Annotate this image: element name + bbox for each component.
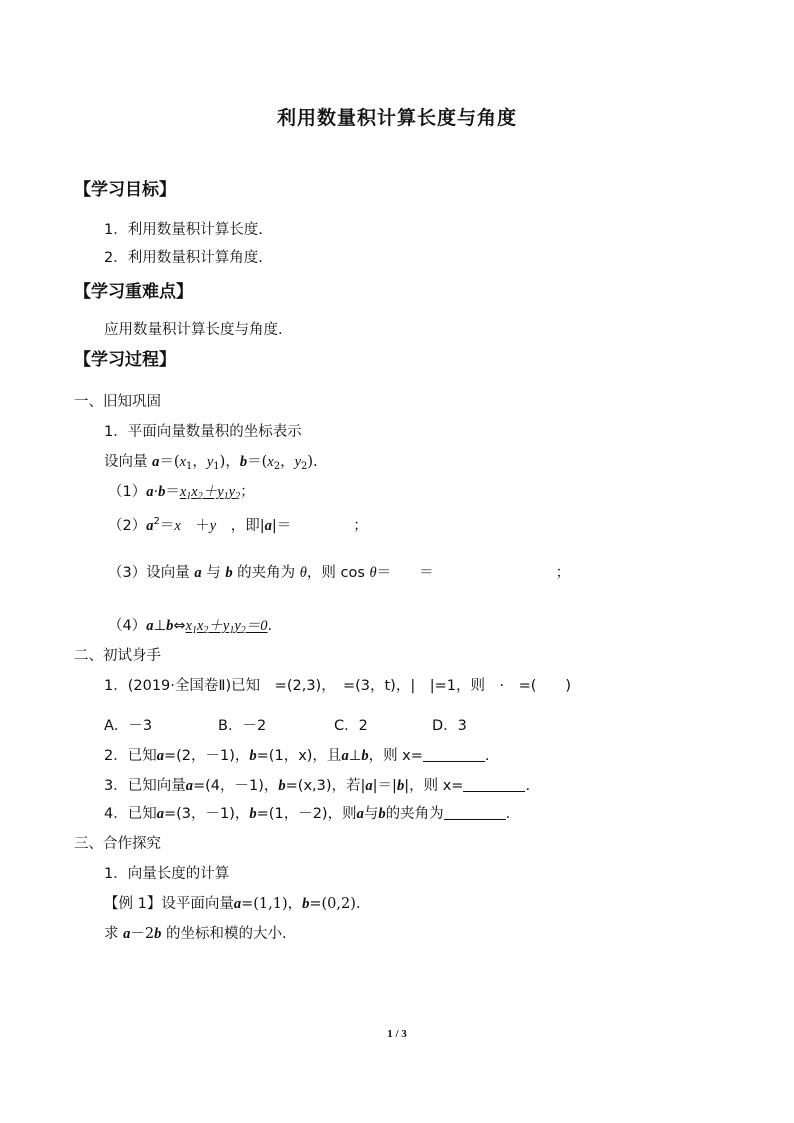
page-number: 1 / 3: [387, 1028, 407, 1040]
example-1: 【例 1】设平面向量a=(1,1)，b=(0,2).: [104, 896, 361, 912]
part2-heading: 二、初试身手: [74, 648, 161, 664]
formula-dot-product: $(1)a\cdot b=x_1x_2+y_1y_2$；: [108, 484, 255, 502]
question-1-option-d: D．3: [432, 718, 467, 734]
key-points-text: 应用数量积计算长度与角度.: [104, 322, 283, 338]
goal-item-2: 2．利用数量积计算角度.: [104, 250, 263, 266]
part1-heading: 一、旧知巩固: [74, 394, 161, 410]
goals-heading: 【学习目标】: [74, 180, 176, 200]
formula-perpendicular: $(4)a\perp b\Leftrightarrow x_1x_2+y_1y_2=0$.: [108, 618, 273, 636]
example-1-question: 求 a－2b 的坐标和模的大小.: [104, 926, 287, 942]
part3-item-1: 1．向量长度的计算: [104, 866, 230, 882]
process-heading: 【学习过程】: [74, 350, 176, 370]
key-points-heading: 【学习重难点】: [74, 282, 193, 302]
vector-setup: 设向量 $a=(x_1$，$y_1$)，$b=(x_2$，$y_2$).: [104, 454, 318, 472]
page-title: 利用数量积计算长度与角度: [276, 107, 517, 129]
part3-heading: 三、合作探究: [74, 836, 161, 852]
answer-blank: [423, 747, 485, 762]
question-1-option-a: A．－3: [104, 718, 153, 734]
question-4: 4．已知a=(3，－1)，b=(1，－2)，则a与b的夹角为 .: [104, 806, 511, 822]
question-1-option-b: B．－2: [218, 718, 267, 734]
answer-blank: [444, 805, 506, 820]
formula-angle: （3）设向量 a 与 b 的夹角为 θ，则 cos θ＝ ＝ ；: [108, 565, 571, 581]
formula-length: $(2)a^2=x$ ＋y ，即|a|＝ ；: [108, 516, 368, 534]
goal-item-1: 1．利用数量积计算长度.: [104, 222, 263, 238]
part1-item-1: 1．平面向量数量积的坐标表示: [104, 424, 302, 440]
question-1: 1．(2019·全国卷Ⅱ)已知 =(2,3)， =(3，t)，| |=1，则 · =( ): [104, 678, 572, 694]
question-2: 2．已知a=(2，－1)，b=(1，x)，且a⊥b，则 x= .: [104, 748, 490, 764]
question-3: 3．已知向量a=(4，－1)，b=(x,3)，若|a|＝|b|，则 x= .: [104, 778, 531, 794]
question-1-option-c: C．2: [334, 718, 368, 734]
answer-blank: [463, 777, 525, 792]
